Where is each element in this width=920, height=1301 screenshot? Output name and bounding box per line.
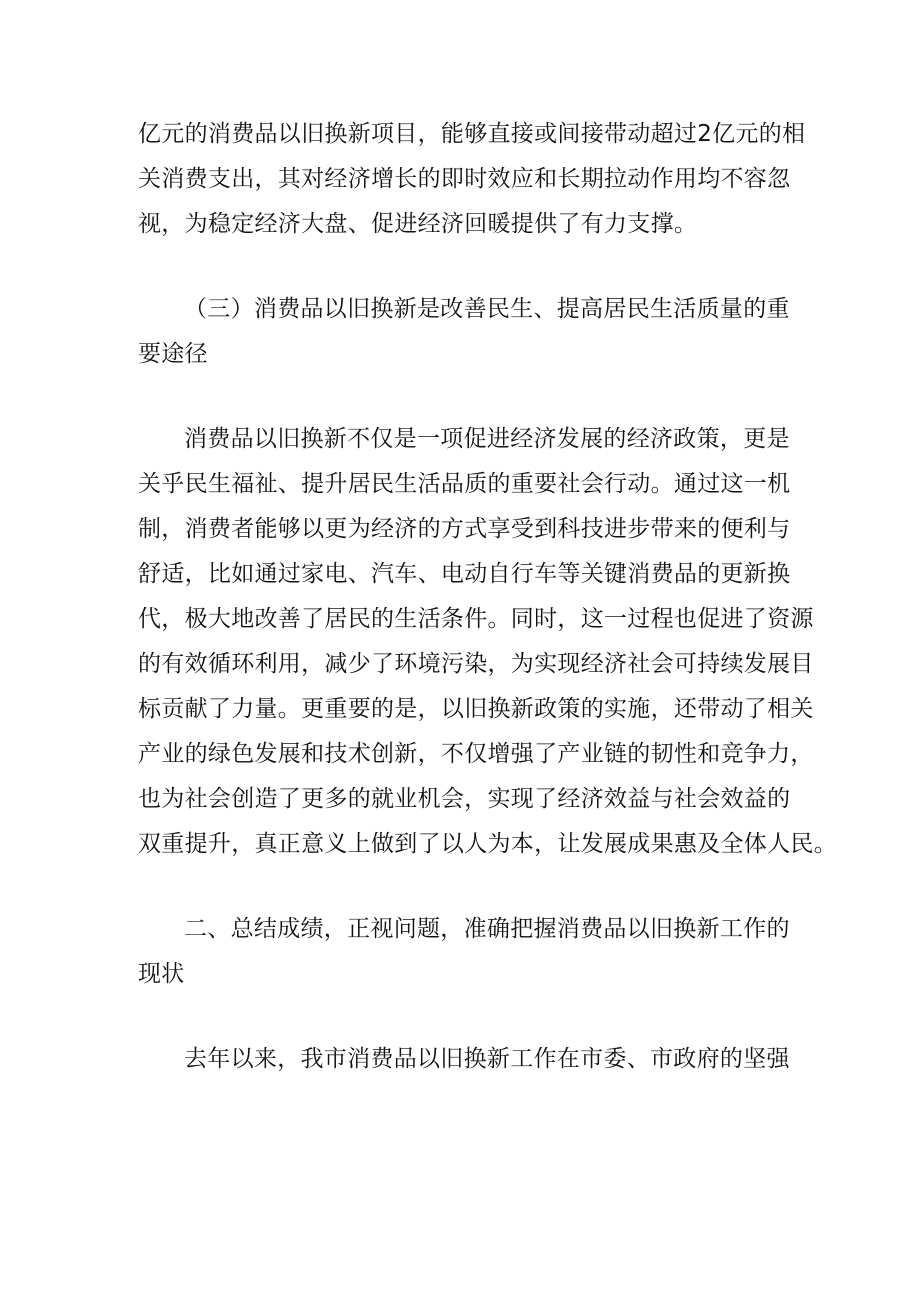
body-paragraph-3	[138, 1037, 798, 1082]
text-line: 消费品以旧换新不仅是一项促进经济发展的经济政策，更是	[184, 426, 790, 452]
text-line: 去年以来，我市消费品以旧换新工作在市委、市政府的坚强	[184, 1046, 790, 1072]
text-line: 关消费支出，其对经济增长的即时效应和长期拉动作用均不容忽	[138, 166, 791, 192]
text-line: 舒适，比如通过家电、汽车、电动自行车等关键消费品的更新换	[138, 561, 791, 587]
document-page	[138, 112, 837, 1082]
text-line: 代，极大地改善了居民的生活条件。同时，这一过程也促进了资源	[138, 606, 814, 632]
heading-line: （三）消费品以旧换新是改善民生、提高居民生活质量的重	[184, 296, 790, 322]
body-paragraph-1	[138, 112, 806, 247]
text-line: 制，消费者能够以更为经济的方式享受到科技进步带来的便利与	[138, 516, 791, 542]
heading-line: 二、总结成绩，正视问题，准确把握消费品以旧换新工作的	[184, 916, 790, 942]
text-line: 标贡献了力量。更重要的是，以旧换新政策的实施，还带动了相关	[138, 696, 814, 722]
text-line: 关乎民生福祉、提升居民生活品质的重要社会行动。通过这一机	[138, 471, 791, 497]
heading-line: 要途径	[138, 341, 208, 367]
text-line: 亿元的消费品以旧换新项目，能够直接或间接带动超过2亿元的相	[138, 121, 806, 147]
section-heading-2	[138, 907, 798, 997]
heading-line: 现状	[138, 961, 185, 987]
text-line: 视，为稳定经济大盘、促进经济回暖提供了有力支撑。	[138, 211, 698, 237]
text-line: 也为社会创造了更多的就业机会，实现了经济效益与社会效益的	[138, 786, 791, 812]
body-paragraph-2	[138, 417, 837, 867]
text-line: 产业的绿色发展和技术创新，不仅增强了产业链的韧性和竞争力，	[138, 741, 814, 767]
section-heading-3	[138, 287, 798, 377]
text-line: 的有效循环利用，减少了环境污染，为实现经济社会可持续发展目	[138, 651, 814, 677]
text-line: 双重提升，真正意义上做到了以人为本，让发展成果惠及全体人民。	[138, 831, 837, 857]
